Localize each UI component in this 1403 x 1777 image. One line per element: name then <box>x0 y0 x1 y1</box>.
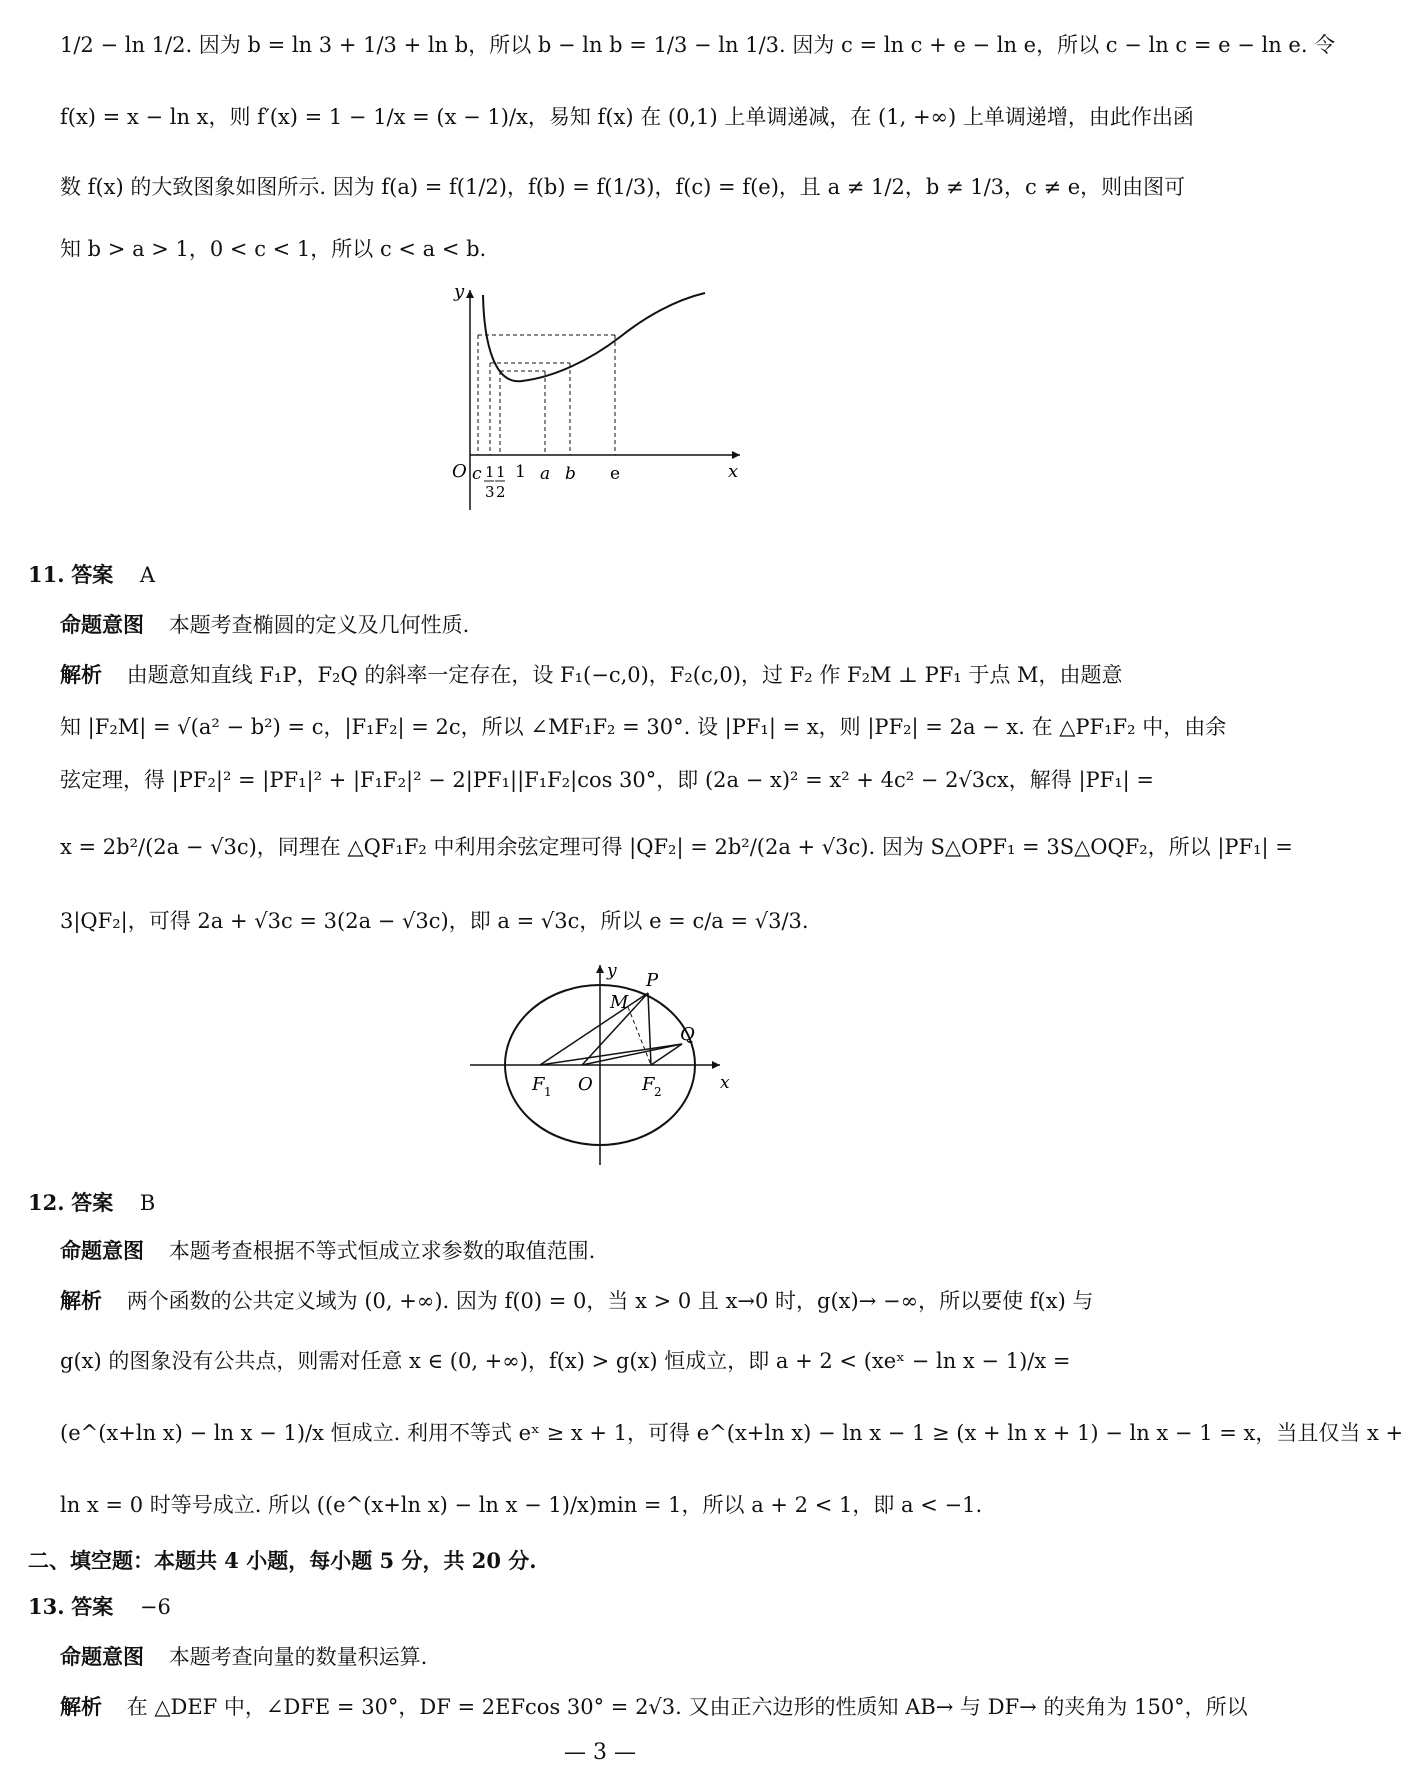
tick-b: b <box>565 464 576 484</box>
q11-analysis-line-4: x = 2b²/(2a − √3c)，同理在 △QF₁F₂ 中利用余弦定理可得 |QF₂| = 2b²/(2a + √3c). 因为 S△OPF₁ = 3S△OQF₂，所以 |PF₁| = <box>60 835 1293 859</box>
origin-label: O <box>452 461 467 482</box>
tick-one: 1 <box>515 462 526 482</box>
tick-c: c <box>472 464 482 484</box>
q11-analysis-line-1 <box>60 660 1123 690</box>
ellipse-diagram <box>470 960 750 1170</box>
tick-one-third-num: 1 <box>485 463 495 481</box>
point-p: P <box>646 970 659 991</box>
q12-intent-label: 命题意图 <box>60 1238 144 1263</box>
y-axis-label: y <box>454 281 465 302</box>
q12-analysis-text-1: 两个函数的公共定义域为 (0, +∞). 因为 f(0) = 0，当 x > 0 且 x→0 时，g(x)→ −∞，所以要使 f(x) 与 <box>126 1289 1094 1313</box>
x-axis-label: x <box>728 461 739 482</box>
q12-intent: 本题考查根据不等式恒成立求参数的取值范围. <box>168 1239 596 1263</box>
tick-one-third-den: 3 <box>485 483 495 501</box>
q12-intent-line <box>60 1236 595 1266</box>
q11-intent: 本题考查椭圆的定义及几何性质. <box>168 613 470 637</box>
q11-intent-label: 命题意图 <box>60 612 144 637</box>
q12-number: 12. <box>28 1190 65 1215</box>
q11-intent-line <box>60 610 469 640</box>
q12-answer: B <box>139 1191 156 1215</box>
text-line-2: f(x) = x − ln x，则 f′(x) = 1 − 1/x = (x − 1)/x，易知 f(x) 在 (0,1) 上单调递减，在 (1, +∞) 上单调递增，由此作出函 <box>60 105 1194 129</box>
ellipse-y-label: y <box>607 961 617 981</box>
tick-one-half-num: 1 <box>496 463 506 481</box>
q11-answer: A <box>139 563 156 587</box>
q11-analysis-line-2: 知 |F₂M| = √(a² − b²) = c，|F₁F₂| = 2c，所以 ∠MF₁F₂ = 30°. 设 |PF₁| = x，则 |PF₂| = 2a − x. 在 △PF₁F₂ 中，由余 <box>60 715 1227 739</box>
tick-e: e <box>610 464 621 484</box>
point-f1-sub: 1 <box>544 1085 552 1099</box>
q12-analysis-line-4: ln x = 0 时等号成立. 所以 ((e^(x+ln x) − ln x − 1)/x)min = 1，所以 a + 2 < 1，即 a < −1. <box>60 1493 983 1517</box>
point-o: O <box>578 1074 593 1095</box>
text-line-3: 数 f(x) 的大致图象如图所示. 因为 f(a) = f(1/2)，f(b) = f(1/3)，f(c) = f(e)，且 a ≠ 1/2，b ≠ 1/3，c ≠ e，则由图可 <box>60 175 1186 199</box>
text-line-1: 1/2 − ln 1/2. 因为 b = ln 3 + 1/3 + ln b，所以 b − ln b = 1/3 − ln 1/3. 因为 c = ln c + e − ln e，所以 c − ln c = e − ln e. 令 <box>60 33 1336 57</box>
tick-one-half-den: 2 <box>496 483 506 501</box>
q13-number: 13. <box>28 1594 65 1619</box>
q11-answer-line <box>28 560 155 590</box>
q12-analysis-line-2: g(x) 的图象没有公共点，则需对任意 x ∈ (0, +∞)，f(x) > g(x) 恒成立，即 a + 2 < (xeˣ − ln x − 1)/x = <box>60 1349 1071 1373</box>
q13-analysis-text-1: 在 △DEF 中，∠DFE = 30°，DF = 2EFcos 30° = 2√3. 又由正六边形的性质知 AB→ 与 DF→ 的夹角为 150°，所以 <box>126 1695 1248 1719</box>
q11-analysis-label: 解析 <box>60 662 102 687</box>
page-number: — 3 — <box>564 1740 636 1765</box>
q11-analysis-line-5: 3|QF₂|，可得 2a + √3c = 3(2a − √3c)，即 a = √3c，所以 e = c/a = √3/3. <box>60 909 809 933</box>
q13-intent-label: 命题意图 <box>60 1644 144 1669</box>
q13-answer: −6 <box>139 1595 171 1619</box>
point-f2-sub: 2 <box>654 1085 662 1099</box>
q13-answer-line <box>28 1592 171 1622</box>
point-m: M <box>610 992 629 1013</box>
q11-analysis-text-1: 由题意知直线 F₁P，F₂Q 的斜率一定存在，设 F₁(−c,0)，F₂(c,0)，过 F₂ 作 F₂M ⊥ PF₁ 于点 M，由题意 <box>126 663 1123 687</box>
q13-intent-line <box>60 1642 427 1672</box>
q12-analysis-label: 解析 <box>60 1288 102 1313</box>
q12-analysis-line-3: (e^(x+ln x) − ln x − 1)/x 恒成立. 利用不等式 eˣ ≥ x + 1，可得 e^(x+ln x) − ln x − 1 ≥ (x + ln x + 1) − ln x − 1 = x，当且仅当 x + <box>60 1421 1403 1445</box>
q11-answer-label: 答案 <box>71 562 114 587</box>
point-f2: F <box>642 1074 655 1095</box>
q12-answer-label: 答案 <box>71 1190 114 1215</box>
text-line-4: 知 b > a > 1，0 < c < 1，所以 c < a < b. <box>60 237 487 261</box>
function-graph <box>440 281 760 525</box>
q12-answer-line <box>28 1188 155 1218</box>
q13-intent: 本题考查向量的数量积运算. <box>168 1645 428 1669</box>
tick-a: a <box>540 464 551 484</box>
q13-analysis-line-1 <box>60 1692 1248 1722</box>
q13-analysis-label: 解析 <box>60 1694 102 1719</box>
q11-analysis-line-3: 弦定理，得 |PF₂|² = |PF₁|² + |F₁F₂|² − 2|PF₁||F₁F₂|cos 30°，即 (2a − x)² = x² + 4c² − 2√3cx，解得 |PF₁| = <box>60 768 1154 792</box>
section-heading-fill-in: 二、填空题：本题共 4 小题，每小题 5 分，共 20 分. <box>28 1548 537 1573</box>
point-f1: F <box>532 1074 545 1095</box>
point-q: Q <box>680 1024 695 1045</box>
q11-number: 11. <box>28 562 65 587</box>
q12-analysis-line-1 <box>60 1286 1093 1316</box>
ellipse-x-label: x <box>720 1073 730 1093</box>
q13-answer-label: 答案 <box>71 1594 114 1619</box>
